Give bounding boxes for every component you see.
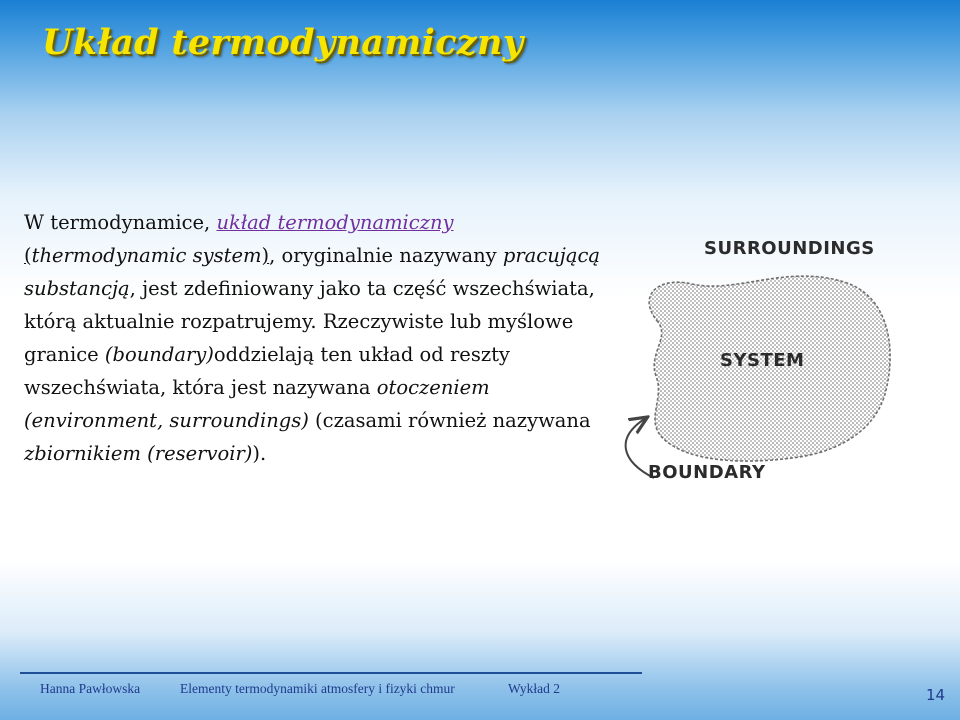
footer-divider	[20, 672, 642, 674]
term-environment-pl: otoczeniem	[376, 376, 490, 399]
term-thermodynamic-system-pl: układ termodynamiczny	[216, 211, 454, 234]
footer-author: Hanna Pawłowska	[40, 681, 141, 696]
text-also-called: (czasami również nazywana	[308, 409, 591, 432]
system-boundary-diagram	[596, 226, 916, 516]
text-separates: oddzielają ten układ od reszty wszechświata, która jest nazywana	[24, 343, 510, 399]
term-reservoir-pl: zbiornikiem	[24, 442, 141, 465]
term-thermodynamic-system-en: thermodynamic system	[31, 244, 262, 267]
background-bottom-gradient	[0, 560, 960, 720]
term-reservoir-en: (reservoir)	[147, 442, 253, 465]
term-environment-en: (environment, surroundings)	[24, 409, 309, 432]
page-number: 14	[926, 686, 946, 704]
footer-lecture-number: Wykład 2	[508, 681, 561, 696]
slide-title: Układ termodynamiczny	[42, 22, 524, 63]
paren-open: (	[24, 244, 32, 267]
definition-paragraph	[24, 206, 624, 470]
footer-course-title: Elementy termodynamiki atmosfery i fizyki chmur	[180, 681, 455, 696]
term-boundary: (boundary)	[104, 343, 214, 366]
text-originally-called: , oryginalnie nazywany	[269, 244, 503, 267]
system-label: SYSTEM	[720, 350, 805, 371]
paren-close: )	[261, 244, 270, 267]
boundary-label: BOUNDARY	[648, 462, 766, 483]
text-intro: W termodynamice,	[24, 211, 217, 234]
text-definition: , jest zdefiniowany jako ta część wszechświata, którą aktualnie rozpatrujemy. Rzeczywiste lub myślowe granice	[24, 277, 595, 366]
term-working-substance: pracującą substancją	[24, 244, 600, 300]
text-end: ).	[252, 442, 267, 465]
surroundings-label: SURROUNDINGS	[704, 238, 875, 259]
